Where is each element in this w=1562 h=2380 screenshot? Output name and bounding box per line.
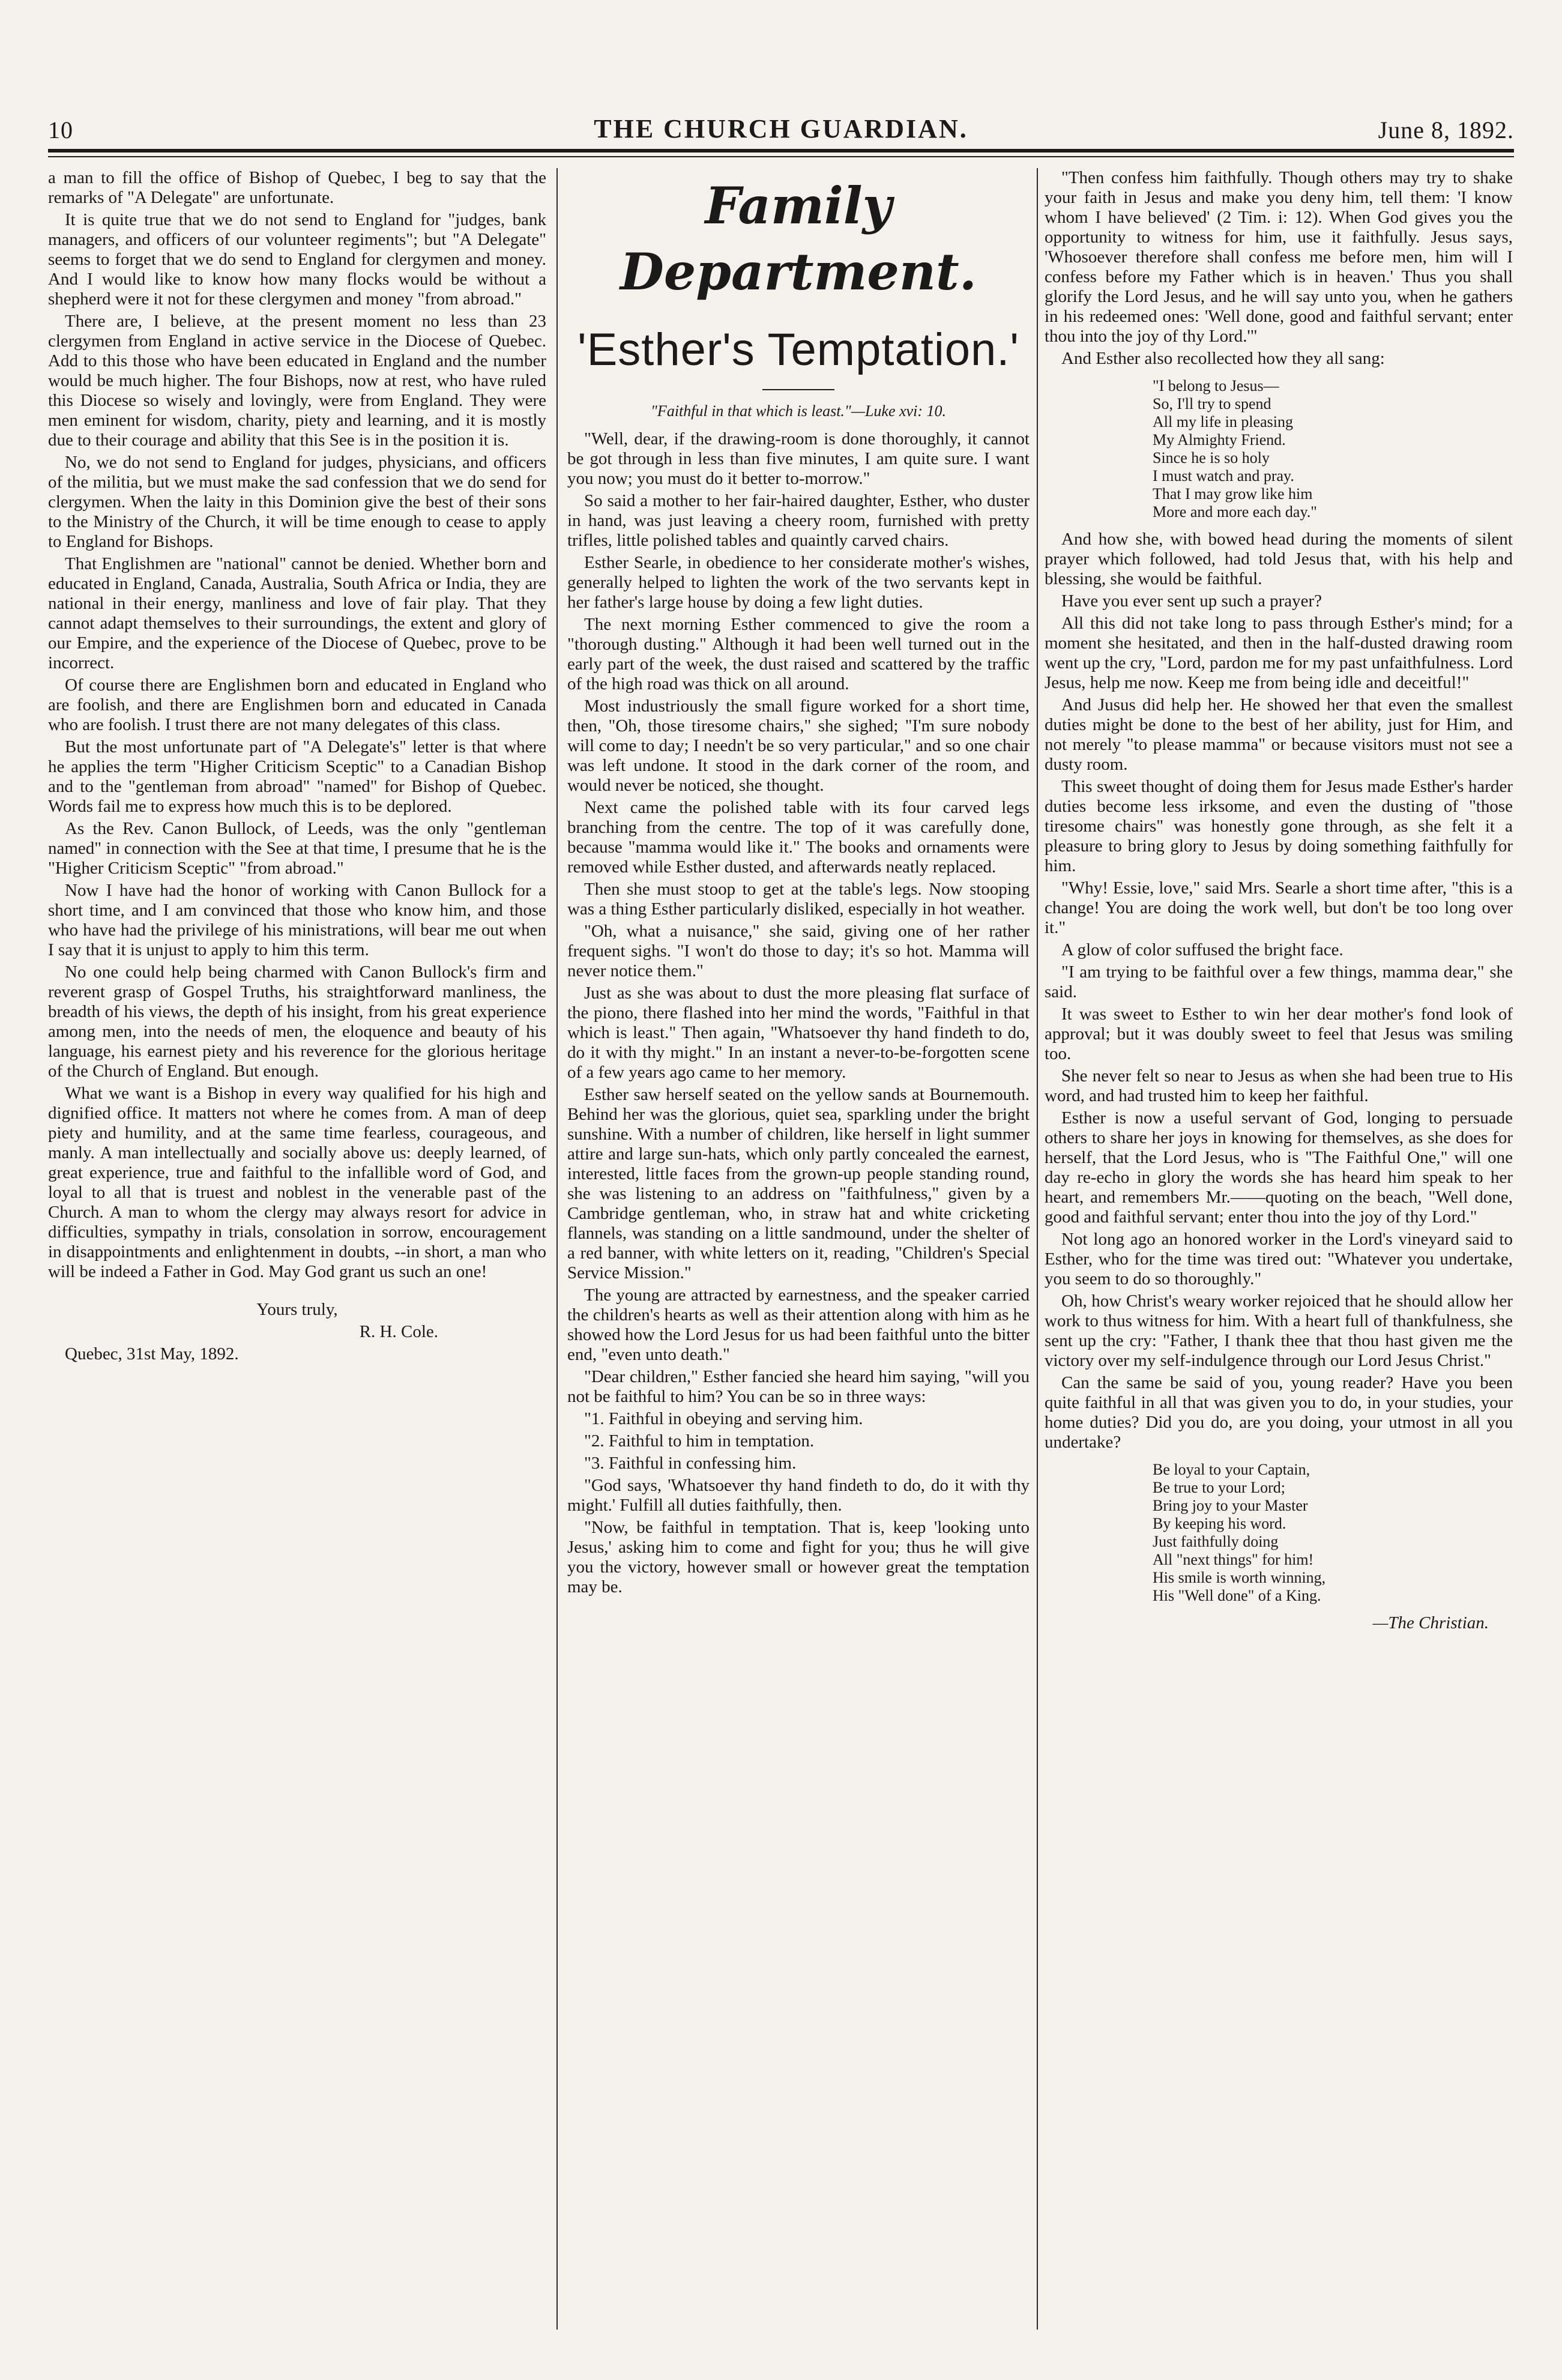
- paragraph: Most industriously the small figure worked for a short time, then, "Oh, those tiresome chairs," she sighed; "I'm sure nobody will come to day; I needn't be so very particular," and so one chair was left undone. It stood in the dark corner of the room, and would never be noticed, she thought.: [567, 696, 1030, 795]
- paragraph: A glow of color suffused the bright face.: [1061, 940, 1343, 959]
- paragraph: What we want is a Bishop in every way qualified for his high and dignified office. It matters not where he comes from. A man of deep piety and humility, and at the same time fearless, courageous, and manly. A man intellectually and socially above us: deeply learned, of great experience, true and faithful to the infallible word of God, and loyal to all that is truest and noblest in the venerable past of the Church. A man to whom the clergy may always resort for advice in difficulties, sympathy in trials, consolation in sorrow, encouragement in disappointments and enlightenment in doubts, --in short, a man who will be indeed a Father in God. May God grant us such an one!: [48, 1084, 546, 1281]
- paragraph: And Esther also recollected how they all sang:: [1061, 349, 1385, 368]
- paragraph: "Now, be faithful in temptation. That is, keep 'looking unto Jesus,' asking him to come and fight for you; thus he will give you the victory, however small or however great the temptation may be.: [567, 1518, 1030, 1596]
- verse-line: Be loyal to your Captain,: [1153, 1461, 1310, 1478]
- paragraph: This sweet thought of doing them for Jesus made Esther's harder duties become less irksome, and even the dusting of "those tiresome chairs" was honestly gone through, as she felt it a pleasure to bring glory to Jesus by doing something faithfully for him.: [1045, 777, 1513, 875]
- verse-line: Bring joy to your Master: [1153, 1497, 1308, 1514]
- list-item: "3. Faithful in confessing him.: [584, 1454, 797, 1473]
- verse-line: My Almighty Friend.: [1153, 431, 1286, 449]
- paragraph: Of course there are Englishmen born and educated in England who are foolish, and there are Englishmen born and educated in Canada who are foolish. I trust there are not many delegates of this class.: [48, 675, 546, 734]
- department-heading: Family Department.: [620, 176, 977, 301]
- paragraph: Have you ever sent up such a prayer?: [1061, 591, 1322, 611]
- verse-line: I must watch and pray.: [1153, 467, 1294, 485]
- paragraph: All this did not take long to pass through Esther's mind; for a moment she hesitated, and then in the half-dusted drawing room went up the cry, "Lord, pardon me for my past unfaithfulness. Lord Jesus, help me now. Keep me from being idle and deceitful!": [1045, 614, 1513, 692]
- paragraph: a man to fill the office of Bishop of Quebec, I beg to say that the remarks of "A Delegate" are unfortunate.: [48, 168, 546, 207]
- paragraph: Esther Searle, in obedience to her considerate mother's wishes, generally helped to lighten the work of the two servants kept in her father's large house by doing a few light duties.: [567, 553, 1030, 612]
- place-date: Quebec, 31st May, 1892.: [65, 1344, 239, 1364]
- paragraph: "I am trying to be faithful over a few things, mamma dear," she said.: [1045, 962, 1513, 1001]
- paragraph: It was sweet to Esther to win her dear mother's fond look of approval; but it was doubly sweet to feel that Jesus was smiling too.: [1045, 1004, 1513, 1063]
- verse-line: More and more each day.": [1153, 503, 1317, 521]
- paragraph: Oh, how Christ's weary worker rejoiced that he should allow her work to thus witness for him. With a heart full of thankfulness, she sent up the cry: "Father, I thank thee that thou hast given me the victory over my self-indulgence through our Lord Jesus Christ.": [1045, 1291, 1513, 1370]
- column-family-department: [567, 168, 1030, 2306]
- paragraph: "Oh, what a nuisance," she said, giving one of her rather frequent sighs. "I won't do those to day; it's so hot. Mamma will never notice them.": [567, 922, 1030, 980]
- story-title: 'Esther's Temptation.': [577, 324, 1019, 375]
- paragraph: But the most unfortunate part of "A Delegate's" letter is that where he applies the term "Higher Criticism Sceptic" to a Canadian Bishop and to the "gentleman from abroad" "named" for Bishop of Quebec. Words fail me to express how much this is to be deplored.: [48, 737, 546, 816]
- paragraph: No, we do not send to England for judges, physicians, and officers of the militia, but we must make the sad confession that we do send for clergymen. When the laity in this Dominion give the best of their sons to the Ministry of the Church, it will be time enough to cease to apply to England for Bishops.: [48, 453, 546, 551]
- paragraph: There are, I believe, at the present moment no less than 23 clergymen from England in active service in the Diocese of Quebec. Add to this those who have been educated in England and the number would be much higher. The four Bishops, now at rest, who have ruled this Diocese so wisely and lovingly, were from England. They were men eminent for wisdom, charity, piety and learning, and it is mostly due to their courage and ability that this See is in the position it is.: [48, 312, 546, 450]
- source-credit: —The Christian.: [1372, 1613, 1489, 1632]
- paragraph: As the Rev. Canon Bullock, of Leeds, was the only "gentleman named" in connection with the See at that time, I presume that he is the "Higher Criticism Sceptic" "from abroad.": [48, 819, 546, 878]
- paragraph: Can the same be said of you, young reader? Have you been quite faithful in all that was given you to do, in your studies, your home duties? Did you do, are you doing, your utmost in all you undertake?: [1045, 1373, 1513, 1452]
- paragraph: The next morning Esther commenced to give the room a "thorough dusting." Although it had been well turned out in the early part of the week, the dust raised and scattered by the traffic of the high road was thick on all around.: [567, 615, 1030, 693]
- paragraph: The young are attracted by earnestness, and the speaker carried the children's hearts as well as their attention along with him as he showed how the Lord Jesus for us had been faithful unto the bitter end, "even unto death.": [567, 1285, 1030, 1364]
- column-letter: [48, 168, 546, 2306]
- paragraph: It is quite true that we do not send to England for "judges, bank managers, and officers of our volunteer regiments"; but "A Delegate" seems to forget that we do send to England for clergymen and money. And I would like to know how many flocks would be without a shepherd were it not for these clergymen and money "from abroad.": [48, 210, 546, 309]
- verse-line: That I may grow like him: [1153, 485, 1313, 503]
- paragraph: And how she, with bowed head during the moments of silent prayer which followed, had told Jesus that, with his help and blessing, she would be faithful.: [1045, 530, 1513, 588]
- newspaper-title: THE CHURCH GUARDIAN.: [594, 114, 968, 143]
- paragraph: She never felt so near to Jesus as when she had been true to His word, and had trusted him to keep her faithful.: [1045, 1066, 1513, 1105]
- paragraph: Then she must stoop to get at the table's legs. Now stooping was a thing Esther particularly disliked, especially in hot weather.: [567, 880, 1030, 919]
- verse-line: So, I'll try to spend: [1153, 395, 1271, 412]
- verse-line: His "Well done" of a King.: [1153, 1587, 1321, 1604]
- paragraph: "Well, dear, if the drawing-room is done thoroughly, it cannot be got through in less than five minutes, I am quite sure. I want you now; you must do it better to-morrow.": [567, 429, 1030, 488]
- verse-line: All "next things" for him!: [1153, 1551, 1314, 1568]
- page-number: 10: [48, 116, 73, 143]
- verse-line: Since he is so holy: [1153, 449, 1270, 467]
- issue-date: June 8, 1892.: [1378, 116, 1514, 143]
- paragraph: "God says, 'Whatsoever thy hand findeth to do, do it with thy might.' Fulfill all duties faithfully, then.: [567, 1476, 1030, 1515]
- column-story-continued: [1045, 168, 1513, 2306]
- paragraph: "Dear children," Esther fancied she heard him saying, "will you not be faithful to him? You can be so in three ways:: [567, 1367, 1030, 1406]
- paragraph: So said a mother to her fair-haired daughter, Esther, who duster in hand, was just leaving a cheery room, furnished with pretty trifles, little polished tables and quaintly carved chairs.: [567, 491, 1030, 550]
- verse-line: His smile is worth winning,: [1153, 1569, 1326, 1586]
- column-divider-2: [1037, 168, 1038, 2330]
- verse-line: Just faithfully doing: [1153, 1533, 1279, 1550]
- paragraph: Not long ago an honored worker in the Lord's vineyard said to Esther, who for the time was tired out: "Whatever you undertake, you seem to do so thoroughly.": [1045, 1230, 1513, 1288]
- masthead: [48, 90, 1514, 144]
- paragraph: Just as she was about to dust the more pleasing flat surface of the piono, there flashed into her mind the words, "Faithful in that which is least." Then again, "Whatsoever thy hand findeth to do, do it with thy might." In an instant a never-to-be-forgotten scene of a few years ago came to her memory.: [567, 983, 1030, 1082]
- verse-line: All my life in pleasing: [1153, 413, 1293, 430]
- paragraph: Now I have had the honor of working with Canon Bullock for a short time, and I am convinced that those who know him, and those who have had the privilege of his ministrations, will bear me out when I say that it is unjust to apply to him this term.: [48, 881, 546, 959]
- list-item: "1. Faithful in obeying and serving him.: [584, 1409, 863, 1428]
- paragraph: Esther is now a useful servant of God, longing to persuade others to share her joys in knowing for themselves, as she does for herself, that the Lord Jesus, who is "The Faithful One," will one day re-echo in glory the words she has heard him speak to her heart, and remembers Mr.——quoting on the beach, "Well done, good and faithful servant; enter thou into the joy of thy Lord.": [1045, 1108, 1513, 1227]
- header-rule-thin: [48, 156, 1514, 157]
- closing: Yours truly,: [256, 1300, 338, 1319]
- signature: R. H. Cole.: [359, 1322, 438, 1341]
- verse-line: Be true to your Lord;: [1153, 1479, 1285, 1496]
- letter-signoff: [48, 1300, 546, 1342]
- paragraph: Next came the polished table with its four carved legs branching from the centre. The top of it was carefully done, because "mamma would like it." The books and ornaments were removed while Esther dusted, and afterwards neatly replaced.: [567, 798, 1030, 877]
- column-divider-1: [556, 168, 558, 2330]
- paragraph: And Jusus did help her. He showed her that even the smallest duties might be done to the best of her ability, just for Him, and not merely "to please mamma" or because visitors must not see a dusty room.: [1045, 695, 1513, 774]
- paragraph: Esther saw herself seated on the yellow sands at Bournemouth. Behind her was the glorious, quiet sea, sparkling under the bright sunshine. With a number of children, like herself in light summer attire and large sun-hats, which only partly concealed the earnest, interested, little faces from the grown-up people standing round, she was listening to an address on "faithfulness," given by a Cambridge gentleman, who, in straw hat and white cricketing flannels, was standing on a little sandmound, under the shelter of a red banner, with white letters on it, reading, "Children's Special Service Mission.": [567, 1085, 1030, 1282]
- paragraph: No one could help being charmed with Canon Bullock's firm and reverent grasp of Gospel Truths, his straightforward manliness, the breadth of his views, the depth of his insight, from his great experience among men, into the needs of men, the eloquence and beauty of his language, his earnest piety and his reverence for the glorious heritage of the Church of England. But enough.: [48, 962, 546, 1081]
- list-item: "2. Faithful to him in temptation.: [584, 1431, 815, 1451]
- epigraph: "Faithful in that which is least."—Luke xvi: 10.: [651, 402, 946, 420]
- paragraph: "Why! Essie, love," said Mrs. Searle a short time after, "this is a change! You are doing the work well, but don't be too long over it.": [1045, 878, 1513, 937]
- hymn-verse: [1153, 377, 1513, 521]
- header-rule-thick: [48, 149, 1514, 153]
- verse-line: By keeping his word.: [1153, 1515, 1286, 1532]
- verse-line: "I belong to Jesus—: [1153, 377, 1279, 394]
- closing-verse: [1153, 1461, 1513, 1605]
- paragraph: "Then confess him faithfully. Though others may try to shake your faith in Jesus and make you deny him, tell them: 'I know whom I have believed' (2 Tim. i: 12). When God gives you the opportunity to witness for him, use it faithfully. Jesus says, 'Whosoever therefore shall confess me before men, him will I confess before my Father which is in heaven.' Thus you shall glorify the Lord Jesus, and he will say unto you, when he gathers in his redeemed ones: 'Well done, good and faithful servant; enter thou into the joy of thy Lord.'": [1045, 168, 1513, 346]
- paragraph: That Englishmen are "national" cannot be denied. Whether born and educated in England, Canada, Australia, South Africa or India, they are national in their energy, manliness and love of fair play. That they cannot adapt themselves to their surroundings, the extent and glory of our Empire, and the experience of the Diocese of Quebec, prove to be incorrect.: [48, 554, 546, 672]
- title-rule: [762, 389, 834, 390]
